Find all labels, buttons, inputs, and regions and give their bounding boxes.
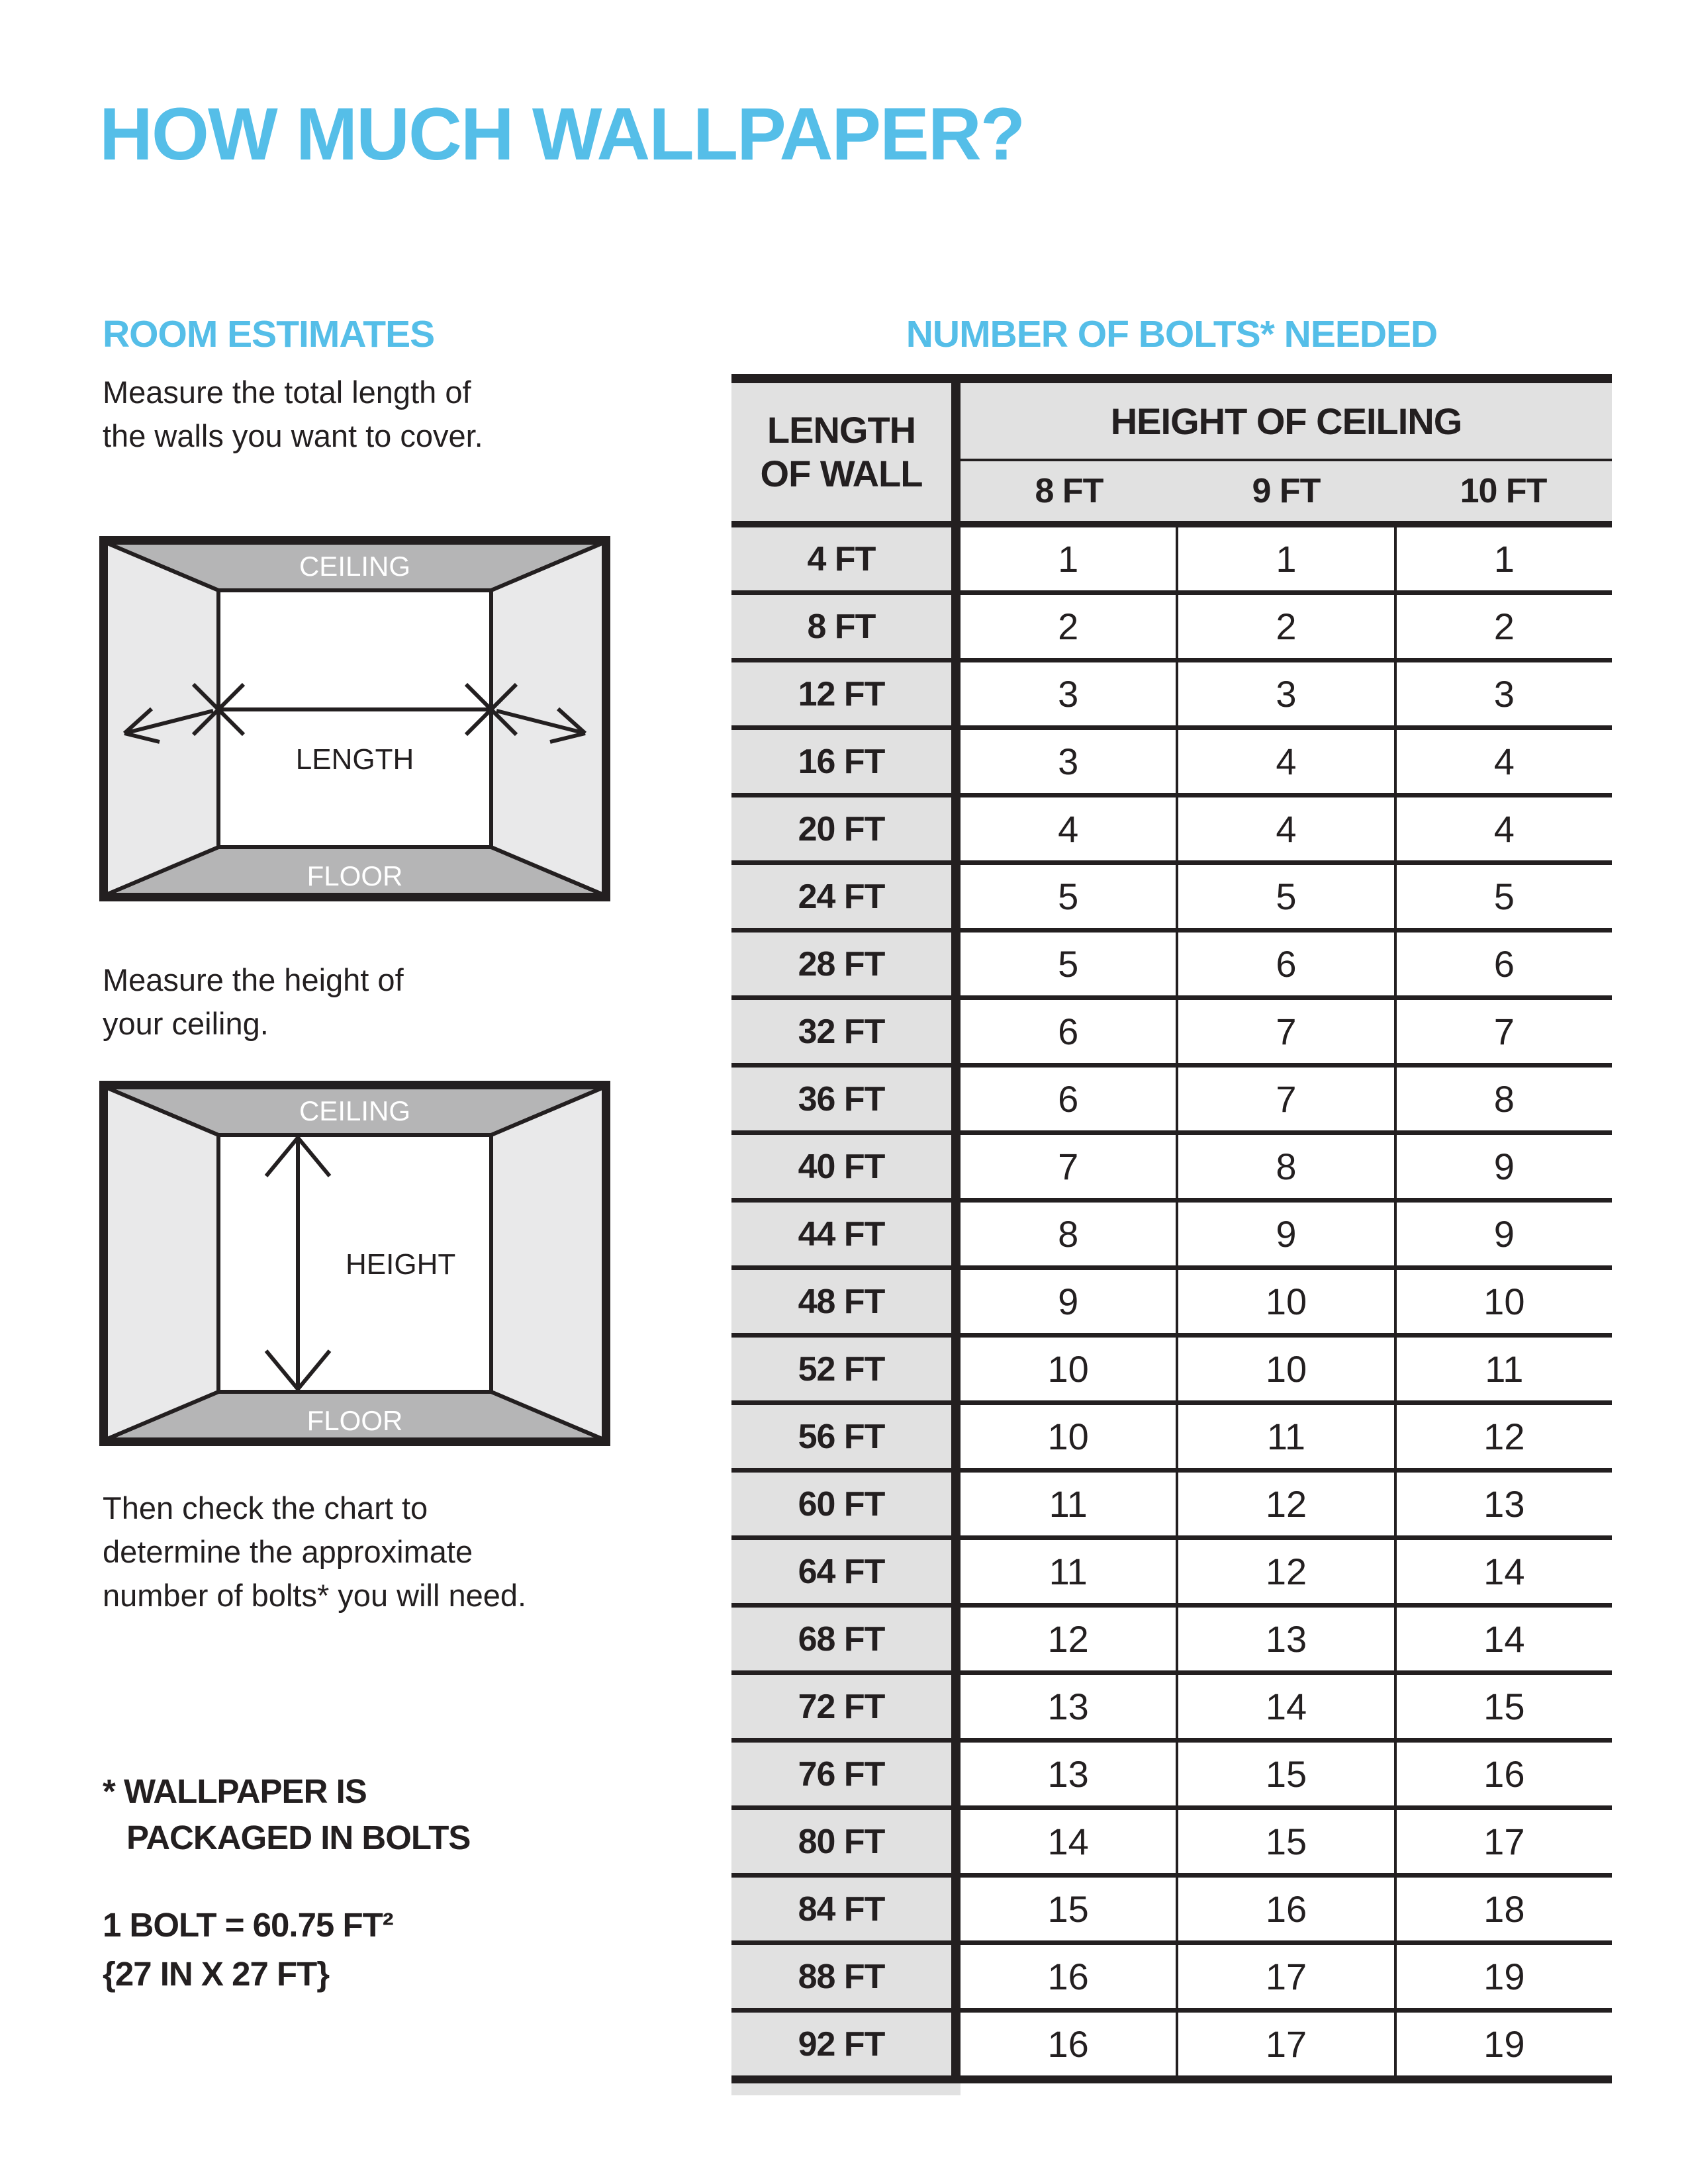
row-label: 56 FT — [731, 1405, 961, 1468]
row-label: 4 FT — [731, 527, 961, 590]
row-label: 80 FT — [731, 1810, 961, 1873]
subheader-9ft: 9 FT — [1252, 472, 1321, 510]
bolt-count-cell: 2 — [1176, 595, 1393, 658]
bolt-count-cell: 15 — [1176, 1810, 1393, 1873]
row-label: 28 FT — [731, 933, 961, 995]
row-label: 12 FT — [731, 662, 961, 725]
bolt-count-cell: 10 — [1394, 1270, 1612, 1333]
bolt-count-cell: 17 — [1394, 1810, 1612, 1873]
table-row — [731, 1405, 1612, 1473]
bolt-count-cell: 1 — [1176, 527, 1393, 590]
left-wall — [106, 543, 218, 895]
subheader-8ft: 8 FT — [1035, 472, 1103, 510]
bolt-count-cell: 2 — [1394, 595, 1612, 658]
bolt-count-cell: 13 — [1394, 1473, 1612, 1535]
footnote-line: PACKAGED IN BOLTS — [126, 1819, 471, 1856]
table-top-border — [731, 374, 1612, 383]
row-label: 92 FT — [731, 2013, 961, 2075]
row-label: 24 FT — [731, 865, 961, 928]
room-estimates-heading: ROOM ESTIMATES — [103, 313, 435, 355]
table-row — [731, 527, 1612, 595]
bolt-count-cell: 14 — [1394, 1540, 1612, 1603]
table-row — [731, 1878, 1612, 1945]
left-wall — [106, 1087, 218, 1439]
table-row — [731, 797, 1612, 865]
ceiling-label: CEILING — [299, 1095, 411, 1126]
height-of-ceiling-header-group — [961, 383, 1612, 521]
bolt-count-cell: 11 — [1176, 1405, 1393, 1468]
bolt-count-cell: 4 — [1176, 797, 1393, 860]
bolt-count-cell: 5 — [1394, 865, 1612, 928]
room-length-diagram — [99, 536, 610, 901]
footnote-line: * WALLPAPER IS — [103, 1772, 367, 1810]
paragraph-line: Measure the total length of — [103, 375, 471, 410]
bolt-count-cell: 8 — [1394, 1068, 1612, 1130]
bolt-count-cell: 12 — [1394, 1405, 1612, 1468]
row-label: 52 FT — [731, 1338, 961, 1400]
floor-label: FLOOR — [306, 860, 403, 891]
table-row — [731, 730, 1612, 797]
bolt-count-cell: 14 — [1176, 1675, 1393, 1738]
length-of-wall-header — [731, 383, 961, 521]
table-row — [731, 662, 1612, 730]
bolt-count-cell: 13 — [1047, 1686, 1089, 1727]
bolt-count-cell: 7 — [1394, 1000, 1612, 1063]
bolt-count-cell: 16 — [1047, 1956, 1089, 1997]
table-row — [731, 865, 1612, 933]
ceiling-height-subheaders — [961, 461, 1612, 521]
row-label: 36 FT — [731, 1068, 961, 1130]
bolt-count-cell: 11 — [1049, 1551, 1088, 1592]
bolt-size-line: {27 IN X 27 FT} — [103, 1955, 330, 1993]
bolt-count-cell: 16 — [1047, 2023, 1089, 2065]
row-label: 16 FT — [731, 730, 961, 793]
bolt-count-cell: 5 — [1058, 876, 1079, 917]
table-row — [731, 933, 1612, 1000]
number-of-bolts-heading: NUMBER OF BOLTS* NEEDED — [906, 313, 1438, 355]
table-row — [731, 1743, 1612, 1810]
bolt-count-cell: 6 — [1058, 1078, 1079, 1120]
row-label: 84 FT — [731, 1878, 961, 1940]
table-gray-tail — [731, 2083, 961, 2095]
height-of-ceiling-header: HEIGHT OF CEILING — [961, 383, 1612, 461]
bolt-count-cell: 12 — [1176, 1540, 1393, 1603]
header-divider-bar — [731, 521, 1612, 527]
bolt-count-cell: 15 — [1047, 1888, 1089, 1930]
bolt-count-cell: 19 — [1394, 1945, 1612, 2008]
measure-height-paragraph — [103, 958, 404, 1046]
row-label: 72 FT — [731, 1675, 961, 1738]
table-header — [731, 383, 1612, 521]
row-label: 20 FT — [731, 797, 961, 860]
bolt-count-cell: 9 — [1176, 1203, 1393, 1265]
row-label: 88 FT — [731, 1945, 961, 2008]
bolt-count-cell: 13 — [1176, 1608, 1393, 1670]
bolt-count-cell: 19 — [1394, 2013, 1612, 2075]
table-body — [731, 527, 1612, 2083]
bolt-size-line: 1 BOLT = 60.75 FT² — [103, 1906, 393, 1944]
bolt-count-cell: 4 — [1058, 808, 1079, 850]
right-wall — [491, 543, 604, 895]
room-height-diagram — [99, 1081, 610, 1446]
row-label: 68 FT — [731, 1608, 961, 1670]
row-label: 48 FT — [731, 1270, 961, 1333]
bolt-count-cell: 4 — [1394, 730, 1612, 793]
bolt-count-cell: 7 — [1176, 1068, 1393, 1130]
row-label: 64 FT — [731, 1540, 961, 1603]
table-row — [731, 1068, 1612, 1135]
paragraph-line: number of bolts* you will need. — [103, 1578, 527, 1613]
bolt-count-cell: 14 — [1047, 1821, 1089, 1862]
table-row — [731, 1203, 1612, 1270]
floor-label: FLOOR — [306, 1405, 403, 1436]
bolts-table — [731, 374, 1612, 2095]
bolt-count-cell: 3 — [1394, 662, 1612, 725]
header-line: OF WALL — [760, 453, 923, 494]
bolt-count-cell: 1 — [1058, 538, 1079, 580]
ceiling-label: CEILING — [299, 551, 411, 582]
bolt-count-cell: 17 — [1176, 1945, 1393, 2008]
paragraph-line: your ceiling. — [103, 1006, 269, 1041]
bolt-count-cell: 3 — [1058, 741, 1079, 782]
bolt-size-info — [103, 1901, 393, 1999]
bolt-count-cell: 17 — [1176, 2013, 1393, 2075]
bolt-count-cell: 6 — [1058, 1011, 1079, 1052]
table-row — [731, 1675, 1612, 1743]
subheader-10ft: 10 FT — [1460, 472, 1547, 510]
bolt-count-cell: 8 — [1058, 1213, 1079, 1255]
check-chart-paragraph — [103, 1486, 526, 1617]
header-line: LENGTH — [767, 409, 916, 451]
bolt-count-cell: 9 — [1058, 1281, 1079, 1322]
bolt-count-cell: 9 — [1394, 1135, 1612, 1198]
bolt-count-cell: 11 — [1049, 1483, 1088, 1525]
height-label: HEIGHT — [346, 1248, 456, 1281]
bolt-count-cell: 5 — [1058, 943, 1079, 985]
row-label: 76 FT — [731, 1743, 961, 1805]
bolt-count-cell: 13 — [1047, 1753, 1089, 1795]
length-label: LENGTH — [295, 743, 414, 776]
table-row — [731, 1810, 1612, 1878]
bolt-count-cell: 18 — [1394, 1878, 1612, 1940]
bolt-count-cell: 12 — [1176, 1473, 1393, 1535]
row-label: 32 FT — [731, 1000, 961, 1063]
bolt-count-cell: 5 — [1176, 865, 1393, 928]
right-wall — [491, 1087, 604, 1439]
bolt-count-cell: 3 — [1058, 673, 1079, 715]
table-row — [731, 595, 1612, 662]
row-label: 8 FT — [731, 595, 961, 658]
table-row — [731, 1338, 1612, 1405]
row-label: 44 FT — [731, 1203, 961, 1265]
bolt-count-cell: 4 — [1394, 797, 1612, 860]
bolt-count-cell: 2 — [1058, 606, 1079, 647]
paragraph-line: the walls you want to cover. — [103, 418, 483, 453]
bolt-count-cell: 9 — [1394, 1203, 1612, 1265]
bolt-count-cell: 10 — [1176, 1338, 1393, 1400]
bolt-count-cell: 7 — [1176, 1000, 1393, 1063]
row-label: 40 FT — [731, 1135, 961, 1198]
bolt-count-cell: 3 — [1176, 662, 1393, 725]
bolts-footnote — [103, 1768, 470, 1861]
paragraph-line: determine the approximate — [103, 1534, 473, 1569]
page-title: HOW MUCH WALLPAPER? — [99, 93, 1025, 175]
bolt-count-cell: 15 — [1176, 1743, 1393, 1805]
bolt-count-cell: 14 — [1394, 1608, 1612, 1670]
bolt-count-cell: 15 — [1394, 1675, 1612, 1738]
bolt-count-cell: 10 — [1176, 1270, 1393, 1333]
bolt-count-cell: 10 — [1047, 1416, 1089, 1457]
bolt-count-cell: 7 — [1058, 1146, 1079, 1187]
table-row — [731, 1608, 1612, 1675]
table-row — [731, 1945, 1612, 2013]
bolt-count-cell: 8 — [1176, 1135, 1393, 1198]
row-label: 60 FT — [731, 1473, 961, 1535]
bolt-count-cell: 1 — [1394, 527, 1612, 590]
table-row — [731, 2013, 1612, 2083]
table-row — [731, 1000, 1612, 1068]
bolt-count-cell: 16 — [1394, 1743, 1612, 1805]
paragraph-line: Measure the height of — [103, 962, 404, 997]
table-row — [731, 1540, 1612, 1608]
bolt-count-cell: 16 — [1176, 1878, 1393, 1940]
bolt-count-cell: 6 — [1176, 933, 1393, 995]
paragraph-line: Then check the chart to — [103, 1490, 428, 1525]
bolt-count-cell: 10 — [1047, 1348, 1089, 1390]
table-row — [731, 1270, 1612, 1338]
bolt-count-cell: 11 — [1394, 1338, 1612, 1400]
table-row — [731, 1135, 1612, 1203]
back-wall — [218, 590, 491, 847]
bolt-count-cell: 4 — [1176, 730, 1393, 793]
measure-length-paragraph — [103, 371, 483, 458]
bolt-count-cell: 6 — [1394, 933, 1612, 995]
bolt-count-cell: 12 — [1047, 1618, 1089, 1660]
table-row — [731, 1473, 1612, 1540]
